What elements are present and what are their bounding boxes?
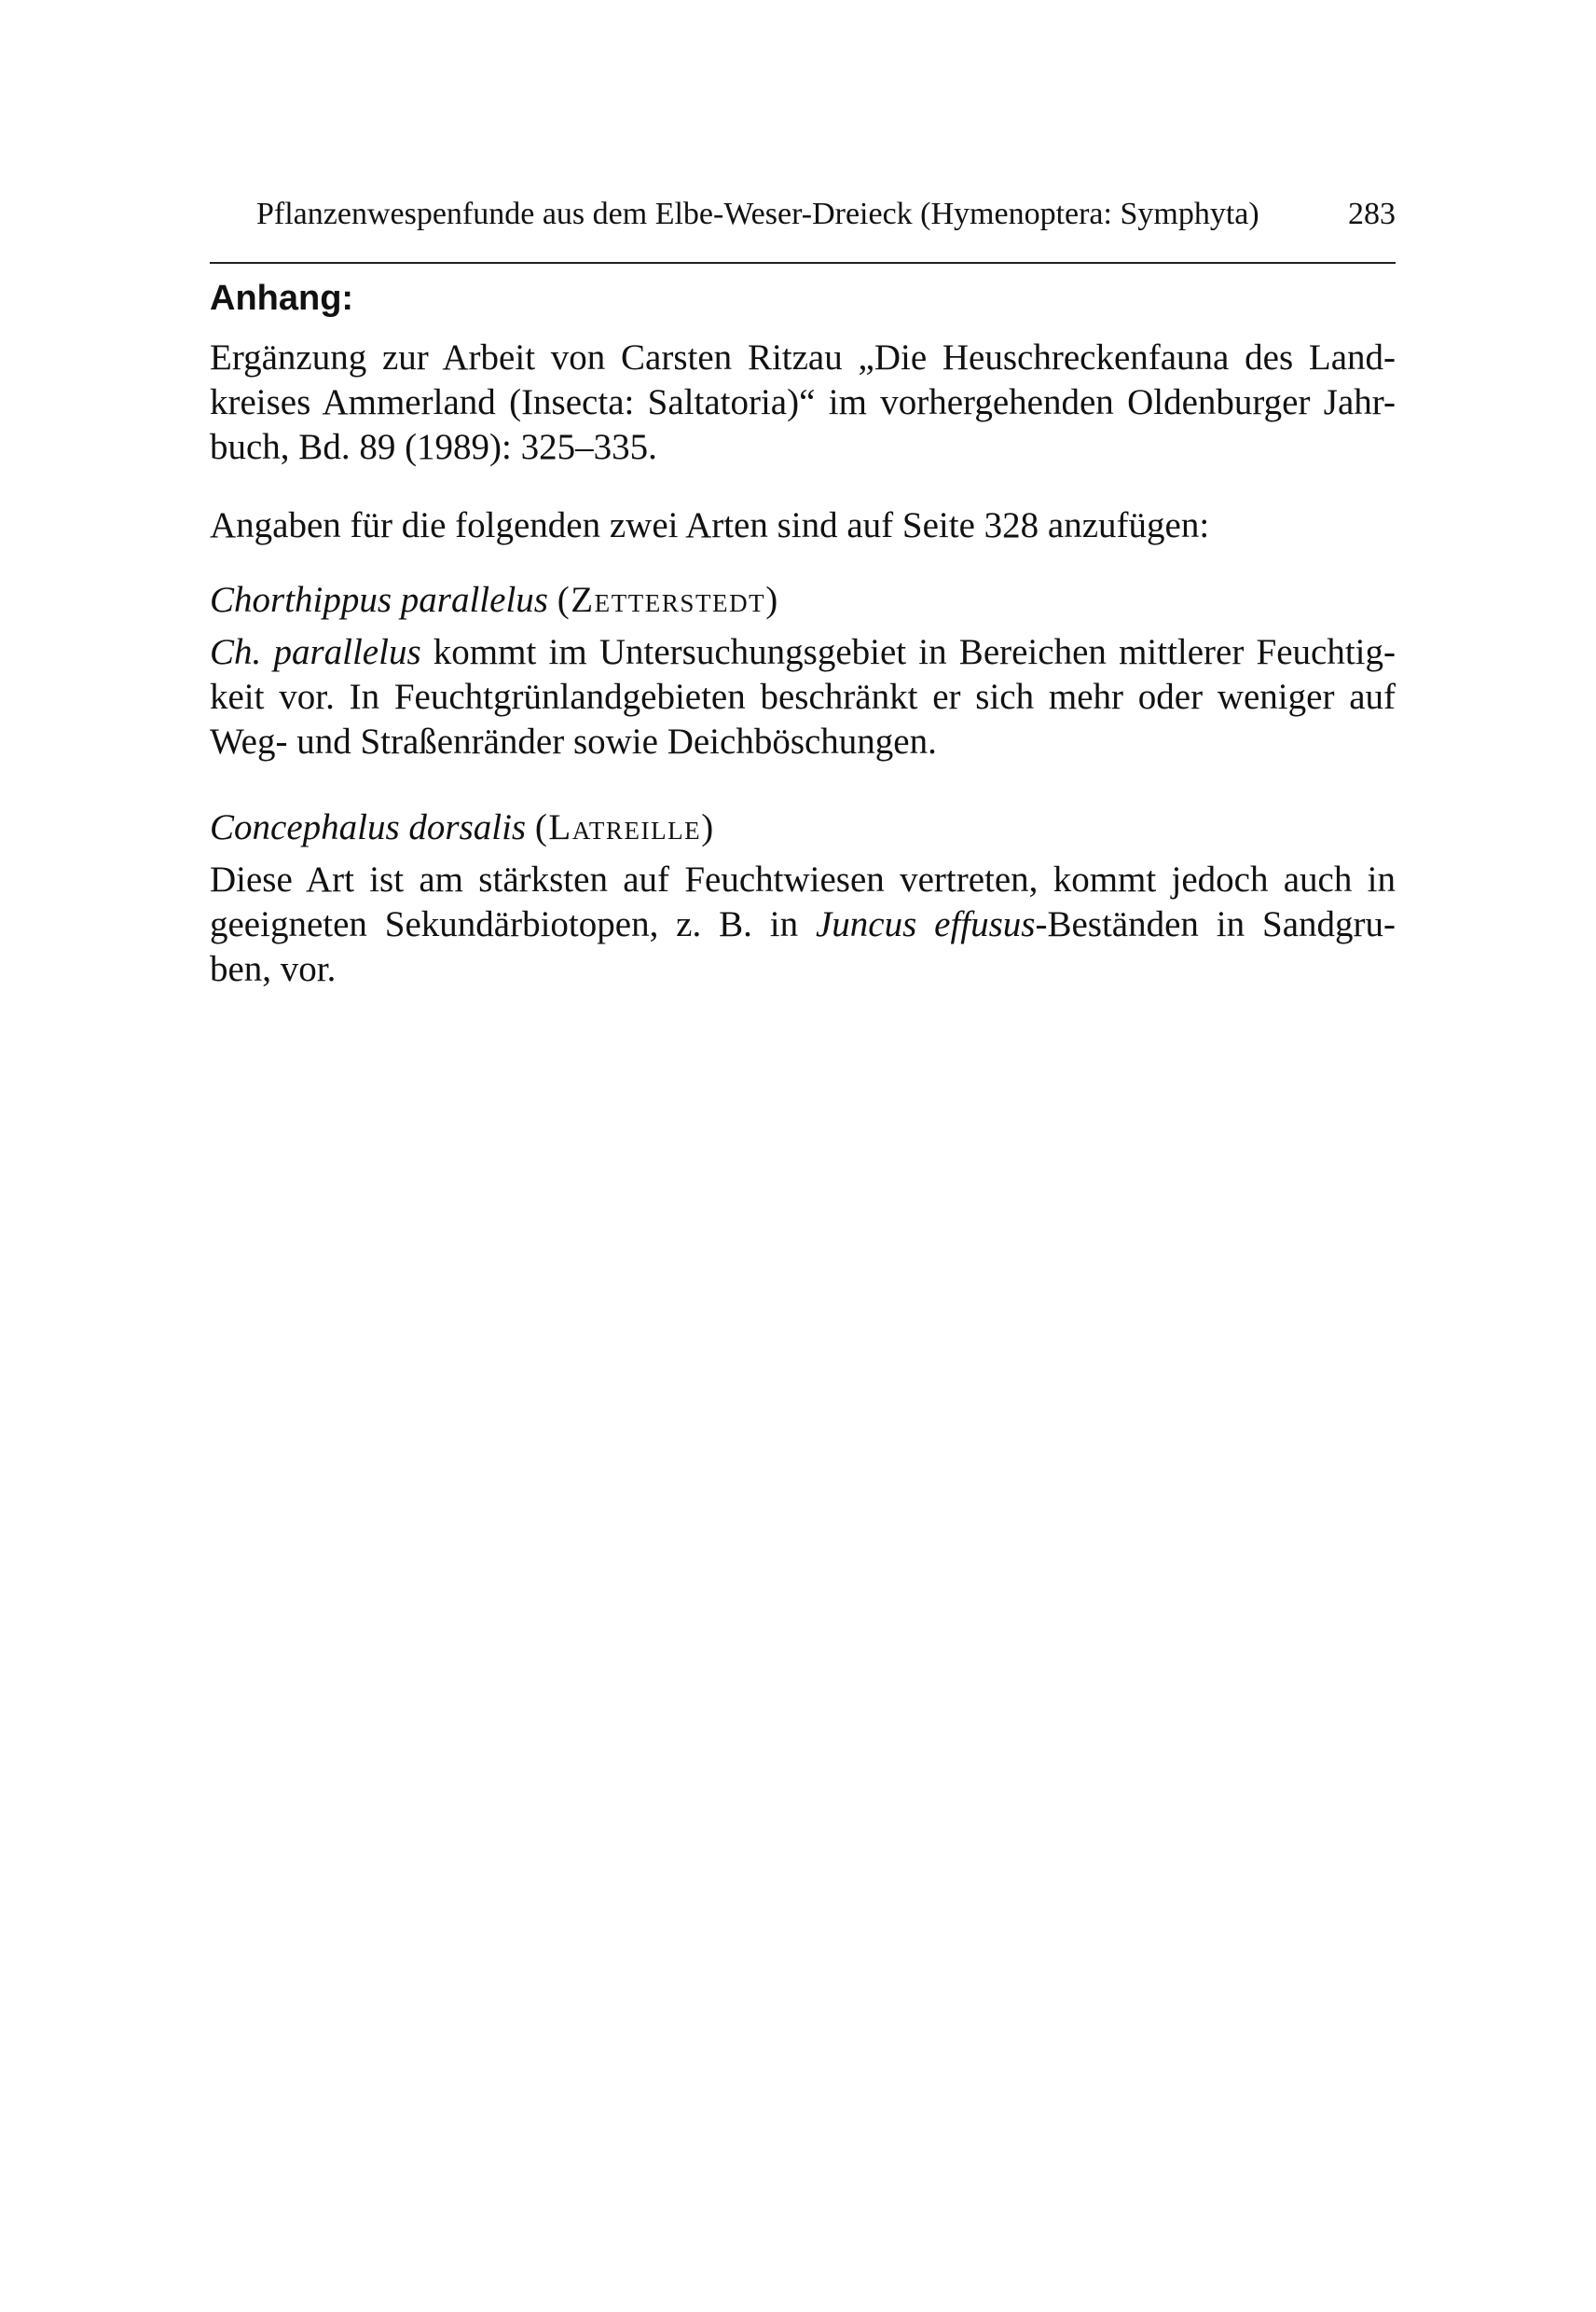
species-description-line-2: keit vor. In Feuchtgrünlandgebieten beschränkt er sich mehr oder weniger auf: [210, 677, 1396, 717]
juncus-effusus-italic: Juncus effusus: [815, 904, 1036, 944]
appendix-heading: Anhang:: [210, 279, 354, 318]
species-heading-chorthippus: [210, 578, 1396, 623]
species-entry-concephalus: [210, 805, 1396, 992]
appendix-intro-line-1: Ergänzung zur Arbeit von Carsten Ritzau „Die Heuschreckenfauna des Land-: [210, 337, 1396, 378]
species-author-concephalus: (Latreille): [534, 807, 715, 847]
species-description-concephalus-line-3: ben, vor.: [210, 949, 337, 989]
species-description-line-3: Weg- und Straßenränder sowie Deichböschungen.: [210, 722, 937, 762]
species-heading-concephalus: [210, 805, 1396, 850]
species-description-concephalus-line-1: Diese Art ist am stärksten auf Feuchtwiesen vertreten, kommt jedoch auch in: [210, 860, 1396, 900]
species-description-chorthippus: [210, 630, 1396, 764]
species-author-chorthippus: (Zetterstedt): [557, 580, 779, 620]
species-abbrev-italic: Ch. parallelus: [210, 632, 421, 672]
species-name-chorthippus: Chorthippus parallelus: [210, 580, 548, 620]
species-description-concephalus: [210, 858, 1396, 992]
appendix-intro-line-3: buch, Bd. 89 (1989): 325–335.: [210, 427, 657, 467]
appendix-intro: [210, 336, 1396, 470]
page-number: 283: [1348, 197, 1396, 231]
main-content: [210, 270, 1396, 992]
species-description-concephalus-line-2: [210, 902, 1396, 947]
species-name-concephalus: Concephalus dorsalis: [210, 807, 527, 847]
appendix-note: [210, 503, 1396, 548]
running-title: Pflanzenwespenfunde aus dem Elbe-Weser-Dreieck (Hymenoptera: Symphyta): [256, 197, 1259, 231]
appendix-intro-line-2: kreises Ammerland (Insecta: Saltatoria)“ im vorhergehenden Oldenburger Jahr-: [210, 382, 1396, 422]
header-rule: [210, 262, 1396, 264]
species-entry-chorthippus: [210, 578, 1396, 764]
appendix-note-text: Angaben für die folgenden zwei Arten sind auf Seite 328 anzufügen:: [210, 505, 1210, 545]
species-description-concephalus-line-2-end: -Beständen in Sandgru-: [1035, 904, 1396, 944]
species-description-concephalus-line-2-start: geeigneten Sekundärbiotopen, z. B. in: [210, 904, 816, 944]
species-description-line-1: [210, 630, 1396, 675]
species-description-line-1-rest: kommt im Untersuchungsgebiet in Bereichen mittlerer Feuchtig-: [420, 632, 1396, 672]
running-header: [210, 191, 1396, 238]
